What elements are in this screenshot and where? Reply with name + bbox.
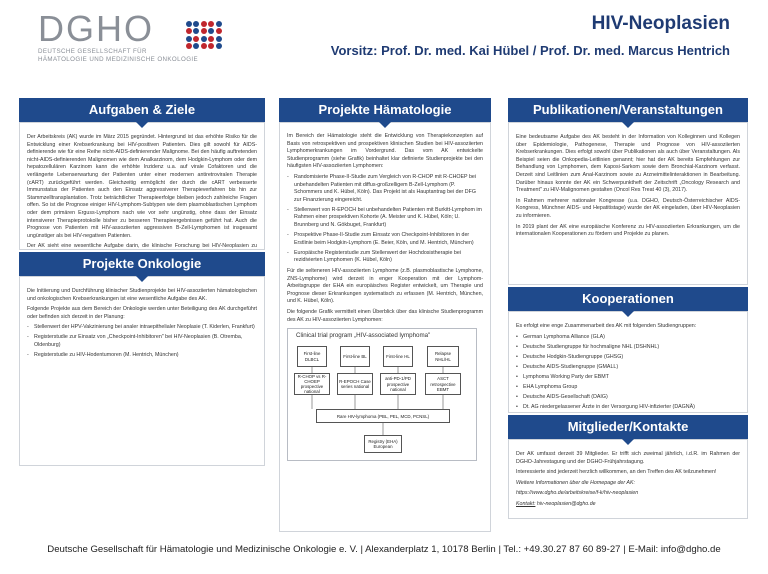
node-rare-lymphoma: Rare HIV-lymphoma (PBL, PEL, MCD, PCNSL): [316, 409, 450, 423]
dgho-logo[interactable]: [38, 10, 228, 72]
node-trial-bl: R-EPOCH Case series national: [337, 373, 373, 395]
node-trial-hl: anti-PD-1/PD prospective national: [380, 373, 416, 395]
section-header-mitglieder: Mitglieder/Kontakte: [508, 415, 748, 439]
column-left: [19, 98, 265, 466]
logo-dot: [216, 28, 222, 34]
section-header-publikationen: Publikationen/Veranstaltungen: [508, 98, 748, 122]
homepage-link[interactable]: https://www.dgho.de/arbeitskreise/f-k/hiv-neoplasien: [516, 490, 639, 497]
list-item: - Europäische Registerstudie zum Stellenwert der Hochdosistherapie bei rezidivierten Lymphomen (K. Hübel, Köln): [287, 250, 483, 265]
paragraph: Für die selteneren HIV-assoziierten Lymphome (z.B. plasmoblastische Lymphome, ZNS-Lymphome) wird derzeit in enger Kooperation mit der Lymphom-Arbeitsgruppe der EHA ein europäisches Register entwickelt, um Therapie und Prognose dieser Erkrankungen systematisch zu erfassen (M. Hentrich, München, und K. Hübel, Köln).: [287, 268, 483, 305]
paragraph: In 2019 plant der AK eine europäische Konferenz zu HIV-assoziierten Erkrankungen, um die internationalen Kooperationen zu fördern und Projekte zu planen.: [516, 223, 740, 238]
logo-dot: [186, 43, 192, 49]
logo-dot: [186, 36, 192, 42]
section-body-aufgaben: [19, 122, 265, 250]
list-item: • Dt. AG niedergelassener Ärzte in der Versorgung HIV-infizierter (DAGNÄ): [516, 404, 740, 412]
logo-dot: [193, 36, 199, 42]
logo-dot: [216, 36, 222, 42]
logo-dot: [201, 28, 207, 34]
column-middle: [279, 98, 491, 532]
page-header: [0, 0, 768, 92]
paragraph: Interessierte sind jederzeit herzlich willkommen, an den Treffen des AK teilzunehmen!: [516, 469, 717, 476]
logo-dot: [193, 21, 199, 27]
node-first-line-bl: First-line BL: [340, 346, 370, 367]
section-body-mitglieder: [508, 439, 748, 519]
paragraph: Der Arbeitskreis (AK) wurde im März 2015 gegründet. Hintergrund ist das erhöhte Risiko für die Entwicklung einer Krebserkrankung bei HIV-positiven Patienten. Dies gilt sowohl für AIDS-definierende wie für eine Reihe nicht-AIDS-definierender Malignome. Bei den häufig auftretenden nicht-AIDS-definierenden Malignomen wie dem Analkarzinom, dem Hodgkin-Lymphom oder dem hepatozellulären Karzinom kann die erhöhte Inzidenz u.a. auf virale Cofaktoren und die verlängerte Lebenserwartung der Patienten unter einer modernen antiretroviralen Therapie (cART) zurückgeführt werden. Gleichzeitig ermöglicht der durch die cART verbesserte Immunstatus der Patienten auch den Einsatz aggressiverer Therapieverfahren bis hin zur Stammzelltransplantation. Trotz beträchtlicher Therapieerfolge bleiben jedoch zahlreiche Fragen offen. So ist die Prognose einiger HIV-Lymphom-Subtypen wie dem plasmoblastischen Lymphom oder dem primären Erguss-Lymphom nach wie vor sehr ungünstig, ohne dass der Einsatz intensiverer Therapieprotokolle bisher zu besseren Therapieergebnissen geführt hat. Auch die Prognose von Patienten mit HIV-assoziierten aggressiven B-Zell-Lymphomen ist insgesamt ungünstiger als bei HIV-negativen Patienten.: [27, 134, 257, 239]
logo-subtitle-1: DEUTSCHE GESELLSCHAFT FÜR: [38, 48, 147, 55]
page-title: HIV-Neoplasien: [591, 13, 730, 34]
contact-line: [516, 501, 740, 509]
node-first-line-hl: First-line HL: [383, 346, 413, 367]
cooperation-list: [516, 334, 740, 412]
list-item: • Lymphoma Working Party der EBMT: [516, 374, 740, 382]
project-list: [27, 324, 257, 359]
logo-dot: [216, 43, 222, 49]
logo-dot: [201, 21, 207, 27]
section-body-publikationen: [508, 122, 748, 285]
list-item: • EHA Lymphoma Group: [516, 384, 740, 392]
section-body-kooperationen: [508, 311, 748, 413]
contact-label: Kontakt:: [516, 500, 536, 507]
list-item: • Deutsche AIDS-Studiengruppe (GMALL): [516, 364, 740, 372]
logo-wordmark: DGHO: [38, 8, 154, 49]
paragraph: Eine bedeutsame Aufgabe des AK besteht in der Information von Kolleginnen und Kollegen über Epidemiologie, Pathogenese, Therapie und Prognose von HIV-assoziierten Krebserkrankungen. Dies erfolgt sowohl über Publikationen als auch über Veranstaltungen. Als Beispiel seien die Onkopedia-Leitlinien genannt; hier hat der AK bereits Empfehlungen zur Behandlung von Lymphomen, dem Kaposi-Sarkom sowie dem Bronchial-Karzinom verfasst. Derzeit sind Leitlinien zum Anal-Karzinom sowie zu Arzneimittelinteraktionen in Bearbeitung. Darüber hinaus konnte der AK ein Schwerpunktheft der Zeitschrift „Oncology Research and Treatment" zu HIV-Malignomen gestalten (Oncol Res Treat 40 (3), 2017).: [516, 134, 740, 194]
column-right: [508, 98, 748, 519]
list-item: - Registerstudie zu HIV-Hodentumoren (M. Hentrich, München): [27, 352, 257, 360]
section-body-haematologie: [279, 122, 491, 532]
logo-dot: [216, 21, 222, 27]
trial-program-diagram: [287, 328, 477, 461]
logo-dot: [186, 21, 192, 27]
node-trial-dlbcl: R-CHOP vs R-CHOEP prospective national: [294, 373, 330, 395]
paragraph: Im Bereich der Hämatologie steht die Entwicklung von Therapiekonzepten auf Basis von retrospektiven und prospektiven klinischen Studien bei HIV-assoziierten Lymphomerkrankungen im Vordergrund. Das vom AK entwickelte Studienprogramm (siehe Grafik) beinhaltet klar definierte Studienprojekte bei den häufigsten HIV-assoziierten Lymphomen:: [287, 133, 483, 170]
paragraph: Die Initiierung und Durchführung klinischer Studienprojekte bei HIV-assoziierten hämatologischen und onkologischen Krebserkrankungen ist eine wesentliche Aufgabe des AK.: [27, 288, 257, 302]
node-relapse: Relapse NHL/HL: [427, 346, 459, 367]
chairs-line: Vorsitz: Prof. Dr. med. Kai Hübel / Prof. Dr. med. Marcus Hentrich: [330, 43, 730, 58]
section-body-onkologie: [19, 276, 265, 466]
logo-dot-grid-icon: [186, 21, 222, 49]
list-item: - Stellenwert von R-EPOCH bei unbehandelten Patienten mit Burkitt-Lymphom im Rahmen einer prospektiven Kohorte (A. Meister und K. Hübel, Köln; U. Brunnberg und N. Gökbuget, Frankfurt): [287, 207, 483, 230]
logo-subtitle-2: HÄMATOLOGIE UND MEDIZINISCHE ONKOLOGIE: [38, 55, 199, 63]
list-item: • Deutsche AIDS-Gesellschaft (DAIG): [516, 394, 740, 402]
section-header-aufgaben: Aufgaben & Ziele: [19, 98, 265, 122]
node-first-line-dlbcl: First-line DLBCL: [297, 346, 327, 367]
contact-email-link[interactable]: hiv-neoplasien@dgho.de: [536, 500, 596, 507]
logo-dot: [208, 21, 214, 27]
section-header-kooperationen: Kooperationen: [508, 287, 748, 311]
logo-dot: [193, 28, 199, 34]
list-item: • Deutsche Hodgkin-Studiengruppe (GHSG): [516, 354, 740, 362]
logo-dot: [208, 36, 214, 42]
paragraph: Folgende Projekte aus dem Bereich der Onkologie werden unter Beteiligung des AK durchgeführt oder befinden sich derzeit in der Planung:: [27, 306, 257, 320]
paragraph: In Rahmen mehrerer nationaler Kongresse (u.a. DGHO, Deutsch-Österreichischer AIDS-Kongress, Münchner AIDS- und Hepatitistage) wurde der AK eingeladen, über HIV-Neoplasien zu informieren.: [516, 197, 740, 219]
node-registry: Registry (EHA) European: [364, 435, 402, 453]
paragraph: Weitere Informationen über die Homepage der AK:: [516, 479, 635, 486]
list-item: • German Lymphoma Alliance (GLA): [516, 334, 740, 342]
page-footer: Deutsche Gesellschaft für Hämatologie und Medizinische Onkologie e. V. | Alexanderplatz 1, 10178 Berlin | Tel.: +49.30.27 87 60 89-27 | E-Mail: info@dgho.de: [47, 544, 721, 555]
logo-dot: [201, 43, 207, 49]
logo-dot: [186, 28, 192, 34]
logo-dot: [201, 36, 207, 42]
logo-dot: [193, 43, 199, 49]
logo-dot: [208, 43, 214, 49]
node-trial-relapse: ASCT retrospective EBMT: [425, 373, 461, 395]
paragraph: Die folgende Grafik vermittelt einen Überblick über das klinische Studienprogramm des AK zu HIV-assoziierten Lymphomen:: [287, 308, 483, 323]
logo-dot: [208, 28, 214, 34]
paragraph: Der AK umfasst derzeit 39 Mitglieder. Er trifft sich zweimal jährlich, i.d.R. im Rahmen der DGHO-Jahrestagung und der DGHO-Frühjahrstagung.: [516, 451, 740, 465]
list-item: - Randomisierte Phase-II-Studie zum Vergleich von R-CHOP mit R-CHOEP bei unbehandelten Patienten mit diffus-großzelligem B-Zell-Lymphom (P. Schommers und K. Hübel, Köln). Das Projekt ist als Hauptantrag bei der DFG zur Finanzierung eingereicht.: [287, 174, 483, 204]
section-header-haematologie: Projekte Hämatologie: [279, 98, 491, 122]
list-item: - Stellenwert der HPV-Vakzinierung bei analer intraepithelialer Neoplasie (T. Kiderlen, Frankfurt): [27, 324, 257, 332]
project-list: [287, 174, 483, 265]
paragraph: Es erfolgt eine enge Zusammenarbeit des AK mit folgenden Studiengruppen:: [516, 323, 697, 329]
list-item: • Deutsche Studiengruppe für hochmaligne NHL (DSHNHL): [516, 344, 740, 352]
diagram-title: Clinical trial program „HIV-associated lymphoma": [296, 332, 431, 340]
section-header-onkologie: Projekte Onkologie: [19, 252, 265, 276]
paragraph: Der AK sieht eine wesentliche Aufgabe darin, die klinische Forschung bei HIV-Neoplasien zu: [27, 243, 257, 250]
list-item: - Registerstudie zur Einsatz von „Checkpoint-Inhibitoren" bei HIV-Neoplasien (B. Otremba, Oldenburg): [27, 334, 257, 349]
list-item: - Prospektive Phase-II-Studie zum Einsatz von Checkpoint-Inhibitoren in der Erstlinie beim Hodgkin-Lymphom (E. Beier, Köln, und M. Hentrich, München): [287, 232, 483, 247]
